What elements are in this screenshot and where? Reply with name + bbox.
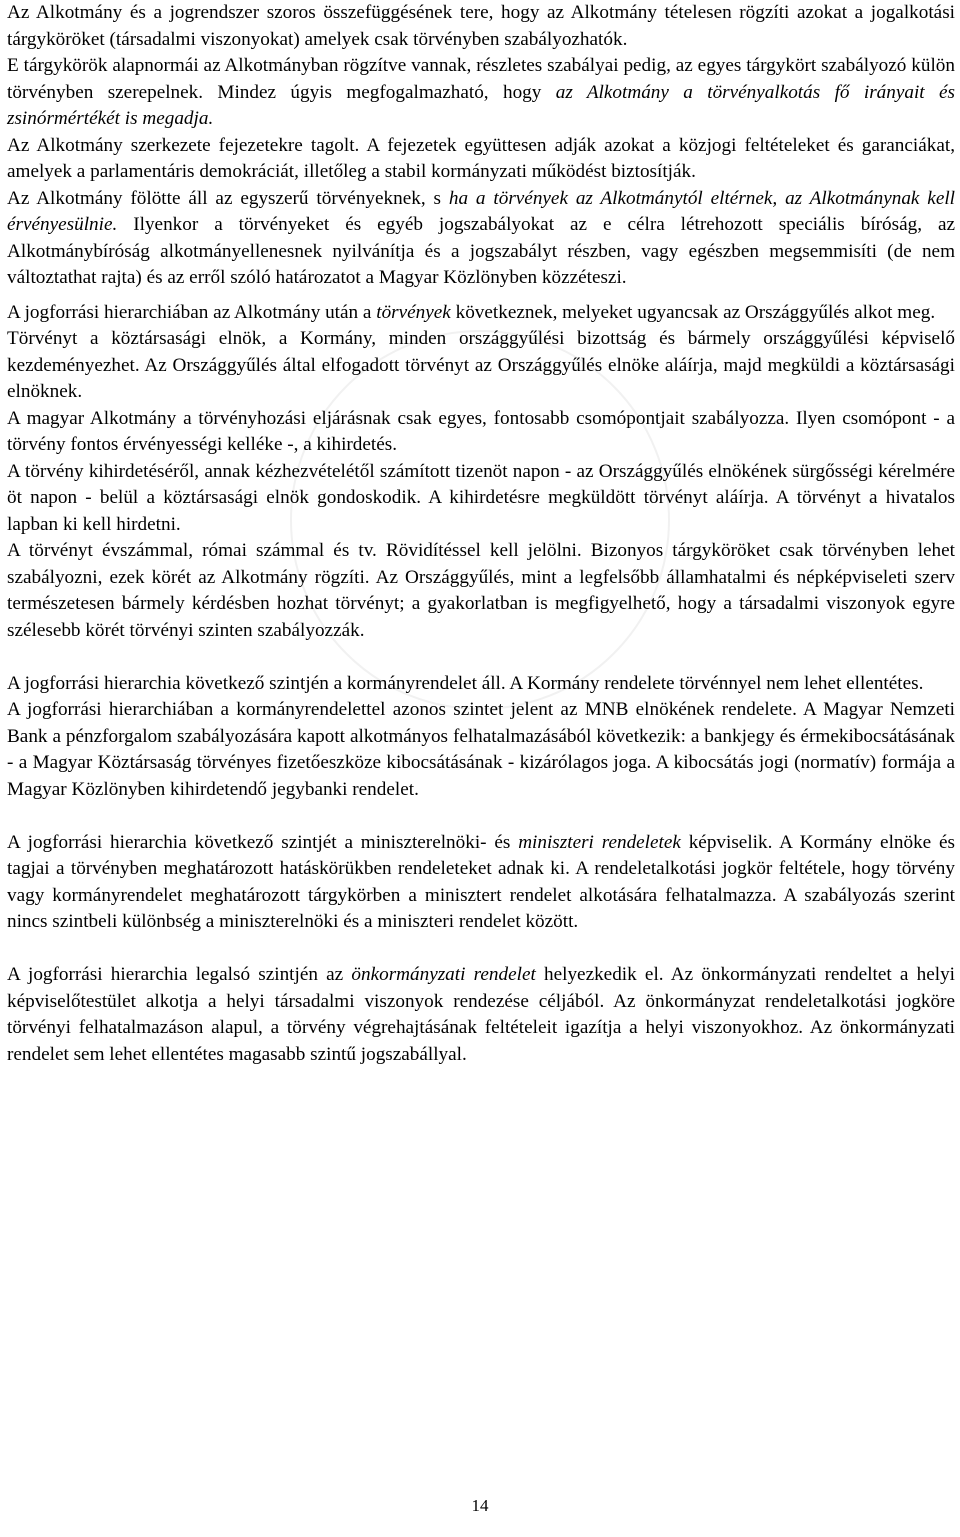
paragraph-laws: [7, 300, 955, 327]
paragraph-constitution-scope: Az Alkotmány és a jogrendszer szoros összefüggésének tere, hogy az Alkotmány tételesen rögzíti azokat a jogalkotási tárgyköröket (társadalmi viszonyokat) amelyek csak törvényben szabályozhatók.: [7, 2, 955, 50]
text-run: A jogforrási hierarchia legalsó szintjén az: [7, 964, 352, 985]
italic-text: önkormányzati rendelet: [351, 964, 536, 985]
text-run: A jogforrási hierarchiában az Alkotmány után a: [7, 301, 377, 323]
paragraph-subject-areas: [7, 53, 955, 133]
paragraph-ministerial-decree: [7, 830, 955, 936]
italic-text: az Alkotmány a törvényalkotás fő irányait és zsinórmértékét is megadja.: [7, 81, 955, 129]
text-run: A jogforrási hierarchia következő szintjét a miniszterelnöki- és: [7, 831, 519, 853]
paragraph-law-numbering: A törvényt évszámmal, római számmal és tv. Rövidítéssel kell jelölni. Bizonyos tárgyköröket csak törvényben lehet szabályozni, ezek körét az Alkotmány rögzíti. Az Országgyűlés, mint a legfelsőbb államhatalmi és népképviseleti szerv természetesen bármely kérdésben hozhat törvényt; a gyakorlatban is megfigyelhető, hogy a társadalmi viszonyok egyre szélesebb körét törvényi szinten szabályozzák.: [7, 540, 955, 641]
text-run: helyezkedik el. Az önkormányzati rendeltet a helyi képviselőtestület alkotja a helyi társadalmi viszonyok rendezése céljából. Az önkormányzat rendeletalkotási jogköre törvényi felhatalmazáson alapul, a törvény végrehajtásának feltételeit igazítja a helyi viszonyokhoz. Az önkormányzati rendelet sem lehet ellentétes magasabb szintű jogszabállyal.: [7, 964, 955, 1065]
paragraph-initiative: Törvényt a köztársasági elnök, a Kormány, minden országgyűlési bizottság és bármely országgyűlési képviselő kezdeményezhet. Az Országgyűlés által elfogadott törvényt az Országgyűlés elnöke aláírja, majd megküldi a köztársasági elnöknek.: [7, 328, 955, 402]
text-run: Ilyenkor a törvényeket és egyéb jogszabályokat az e célra létrehozott speciális bíróság, az Alkotmánybíróság alkotmányellenesnek nyilvánítja és a jogszabályt részben, vagy egészben megsemmisíti (de nem változtathat rajta) és az erről szóló határozatot a Magyar Közlönyben közzéteszi.: [7, 214, 955, 288]
italic-text: ha a törvények az Alkotmánytól eltérnek, az Alkotmánynak kell érvényesülnie.: [7, 187, 956, 235]
document-body: [7, 0, 955, 1068]
italic-text: törvények: [376, 301, 451, 323]
text-run: Az Alkotmány fölötte áll az egyszerű törvényeknek, s: [7, 187, 449, 209]
paragraph-mnb-decree: A jogforrási hierarchiában a kormányrendelettel azonos szintet jelent az MNB elnökének rendelete. A Magyar Nemzeti Bank a pénzforgalom szabályozására kapott alkotmányos felhatalmazásából következik: a bankjegy és érmekibocsátásának - a Magyar Köztársaság törvényes fizetőeszköze kibocsátásának - kizárólagos joga. A kibocsátás jogi (normatív) formája a Magyar Közlönyben kihirdetendő jegybanki rendelet.: [7, 699, 955, 800]
page-number: 14: [471, 1496, 489, 1515]
text-run: következnek, melyeket ugyancsak az Országgyűlés alkot meg.: [450, 301, 936, 323]
paragraph-local-decree: [7, 962, 955, 1068]
text-run: E tárgykörök alapnormái az Alkotmányban rögzítve vannak, részletes szabályai pedig, az egyes tárgykört szabályozó külön törvényben szerepelnek. Mindez úgyis megfogalmazható, hogy: [7, 55, 955, 103]
text-run: képviselik. A Kormány elnöke és tagjai a törvényben meghatározott hatáskörükben rendeleteket adnak ki. A rendeletalkotási jogkör feltétele, hogy törvény vagy kormányrendelet meghatározott tárgykörben a minisztert rendelet alkotására felhatalmazza. A szabályozás szerint nincs szintbeli különbség a miniszterelnöki és a miniszteri rendelet között.: [7, 831, 955, 932]
paragraph-supremacy: [7, 186, 955, 292]
paragraph-structure: Az Alkotmány szerkezete fejezetekre tagolt. A fejezetek együttesen adják azokat a közjogi feltételeket és garanciákat, amelyek a parlamentáris demokráciát, illetőleg a stabil kormányzati működést biztosítják.: [7, 134, 955, 182]
paragraph-government-decree: A jogforrási hierarchia következő szintjén a kormányrendelet áll. A Kormány rendelete törvénnyel nem lehet ellentétes.: [7, 672, 924, 694]
italic-text: miniszteri rendeletek: [518, 831, 681, 853]
paragraph-promulgation: A törvény kihirdetéséről, annak kézhezvételétől számított tizenöt napon - az Országgyűlés elnökének sürgősségi kérelmére öt napon - belül a köztársasági elnök gondoskodik. A kihirdetésre megküldött törvényt aláírja. A törvényt a hivatalos lapban ki kell hirdetni.: [7, 460, 955, 535]
paragraph-legislative-procedure: A magyar Alkotmány a törvényhozási eljárásnak csak egyes, fontosabb csomópontjait szabályozza. Ilyen csomópont - a törvény fontos érvényességi kelléke -, a kihirdetés.: [7, 407, 955, 455]
